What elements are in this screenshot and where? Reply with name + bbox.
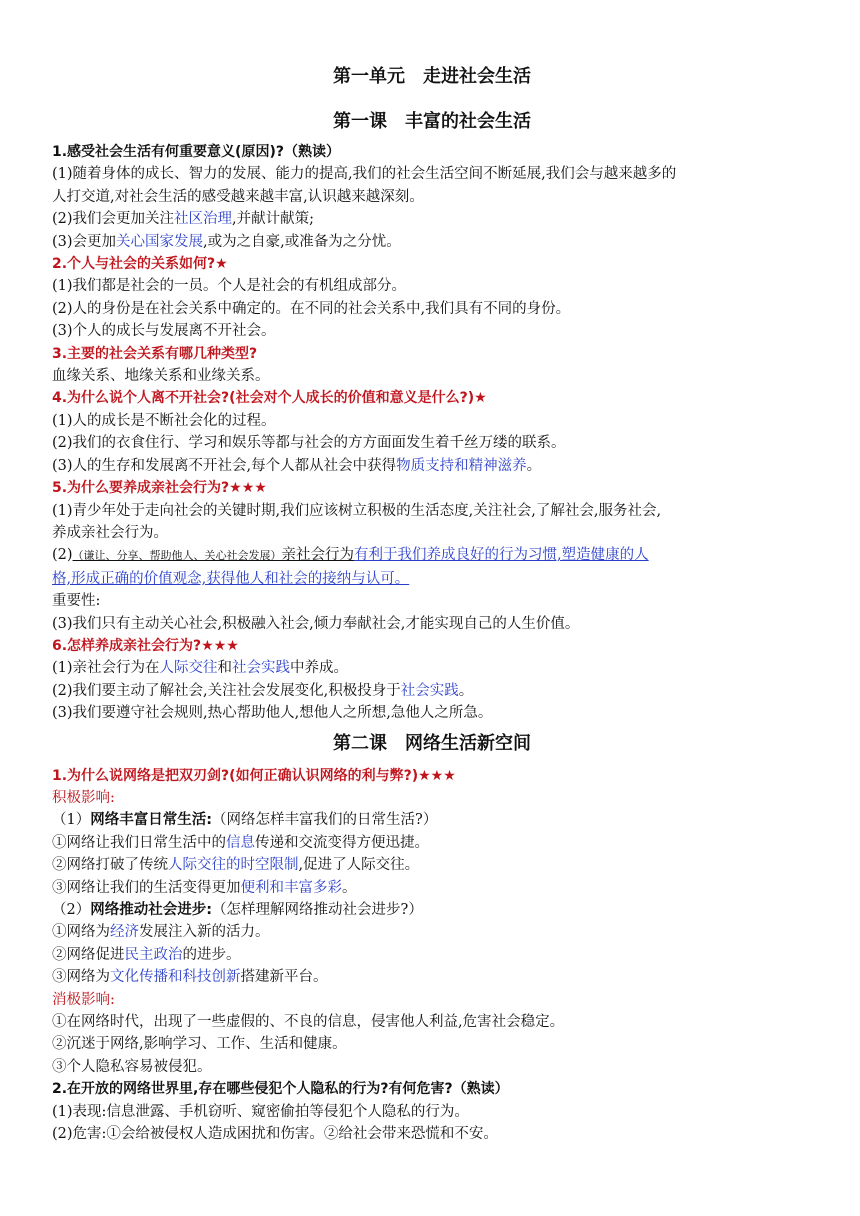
answer-text: (3)会更加 (52, 233, 117, 250)
highlight-text: 关心国家发展 (116, 233, 204, 250)
subtopic-label: 网络推动社会进步: (90, 902, 213, 918)
negative-impact-label: 消极影响: (52, 991, 115, 1008)
answer-line: (2)危害:①会给被侵权人造成困扰和伤害。②给社会带来恐慌和不安。 (52, 1126, 498, 1143)
positive-impact-label: 积极影响: (52, 789, 115, 806)
answer-line (52, 966, 812, 988)
lesson-1-title: 第一课 丰富的社会生活 (333, 111, 531, 132)
answer-line (52, 231, 812, 253)
question-heading: 1.为什么说网络是把双刃剑?(如何正确认识网络的利与弊?)★★★ (52, 767, 456, 784)
answer-text: （网络怎样丰富我们的日常生活?） (212, 812, 438, 829)
answer-text: 亲社会行为 (281, 547, 355, 564)
answer-line (52, 680, 812, 702)
answer-line: 人打交道,对社会生活的感受越来越丰富,认识越来越深刻。 (52, 188, 424, 205)
answer-text: 。 (342, 879, 357, 896)
answer-line (52, 899, 812, 921)
answer-text: ,促进了人际交往。 (298, 857, 420, 874)
bracket-note: （谦让、分享、帮助他人、关心社会发展） (72, 549, 282, 563)
answer-line: ①在网络时代，出现了一些虚假的、不良的信息，侵害他人利益,危害社会稳定。 (52, 1014, 565, 1031)
answer-line: (1)随着身体的成长、智力的发展、能力的提高,我们的社会生活空间不断延展,我们会与越来越多的 (52, 166, 677, 183)
answer-text: (2)我们要主动了解社会,关注社会发展变化,积极投身于 (52, 682, 401, 699)
highlight-text: 经济 (110, 924, 139, 941)
answer-text: （怎样理解网络推动社会进步?） (212, 902, 423, 918)
highlight-text: 社会实践 (400, 682, 459, 699)
highlight-text: 信息 (226, 834, 255, 851)
answer-text: （1） (52, 812, 91, 829)
question-heading: 2.在开放的网络世界里,存在哪些侵犯个人隐私的行为?有何危害?（熟读） (52, 1081, 509, 1098)
document (52, 60, 812, 1145)
answer-line: (3)个人的成长与发展离不开社会。 (52, 323, 276, 340)
answer-text: 发展注入新的活力。 (139, 924, 270, 941)
highlight-text: 文化传播和科技创新 (110, 969, 241, 986)
answer-text: 和 (217, 660, 233, 677)
highlight-text: 社区治理 (174, 211, 233, 228)
answer-line (52, 877, 812, 899)
highlight-text: 民主政治 (124, 946, 183, 963)
answer-line (52, 809, 812, 831)
answer-text: 中养成。 (290, 660, 349, 677)
answer-line (52, 854, 812, 876)
answer-text: 。 (458, 682, 474, 699)
answer-text: ②网络促进 (52, 946, 125, 963)
answer-line: (1)表现:信息泄露、手机窃听、窥密偷拍等侵犯个人隐私的行为。 (52, 1103, 469, 1120)
answer-text: (3)人的生存和发展离不开社会,每个人都从社会中获得 (52, 457, 397, 474)
question-heading: 2.个人与社会的关系如何?★ (52, 256, 228, 273)
answer-text: （2） (52, 902, 91, 918)
highlight-text: 社会实践 (232, 660, 291, 677)
answer-line: (1)青少年处于走向社会的关键时期,我们应该树立积极的生活态度,关注社会,了解社会,服务社会, (52, 502, 662, 519)
answer-text: (2) (52, 547, 73, 564)
answer-text: ③网络为 (52, 969, 110, 986)
answer-text: (2)我们会更加关注 (52, 211, 175, 228)
answer-line: ②沉迷于网络,影响学习、工作、生活和健康。 (52, 1036, 347, 1053)
answer-text: 的进步。 (182, 946, 241, 963)
highlight-text: 人际交往的时空限制 (168, 857, 299, 874)
answer-line (52, 568, 812, 590)
answer-text: (1)亲社会行为在 (52, 660, 160, 677)
answer-text: 搭建新平台。 (240, 969, 328, 986)
answer-line: 养成亲社会行为。 (52, 524, 168, 541)
highlight-text: 物质支持和精神滋养 (396, 457, 527, 474)
question-heading: 1.感受社会生活有何重要意义(原因)?（熟读） (52, 144, 340, 160)
answer-line: (1)我们都是社会的一员。个人是社会的有机组成部分。 (52, 278, 407, 295)
answer-line: (3)我们要遵守社会规则,热心帮助他人,想他人之所想,急他人之所急。 (52, 705, 493, 722)
answer-line (52, 455, 812, 477)
answer-line: (1)人的成长是不断社会化的过程。 (52, 412, 276, 429)
answer-line (52, 657, 812, 679)
subtopic-label: 网络丰富日常生活: (90, 812, 213, 829)
highlight-text: 格,形成正确的价值观念,获得他人和社会的接纳与认可。 (52, 570, 410, 587)
unit-title: 第一单元 走进社会生活 (333, 66, 531, 87)
answer-line (52, 921, 812, 943)
lesson-1 (52, 105, 812, 725)
answer-line (52, 944, 812, 966)
answer-line: (2)我们的衣食住行、学习和娱乐等都与社会的方方面面发生着千丝万缕的联系。 (52, 435, 566, 452)
question-heading: 4.为什么说个人离不开社会?(社会对个人成长的价值和意义是什么?)★ (52, 390, 487, 407)
answer-text: ,或为之自豪,或准备为之分忧。 (203, 233, 401, 250)
question-heading: 5.为什么要养成亲社会行为?★★★ (52, 480, 267, 497)
answer-line (52, 544, 812, 567)
answer-text: ②网络打破了传统 (52, 857, 168, 874)
answer-line (52, 832, 812, 854)
answer-line (52, 208, 812, 230)
answer-text: ,并献计献策; (232, 211, 315, 228)
highlight-text: 有利于我们养成良好的行为习惯,塑造健康的人 (354, 547, 649, 564)
answer-line: ③个人隐私容易被侵犯。 (52, 1058, 212, 1075)
question-heading: 6.怎样养成亲社会行为?★★★ (52, 637, 239, 654)
answer-line: (3)我们只有主动关心社会,积极融入社会,倾力奉献社会,才能实现自己的人生价值。 (52, 615, 580, 632)
highlight-text: 人际交往 (159, 660, 218, 677)
answer-text: 。 (526, 457, 542, 474)
lesson-2 (52, 727, 812, 1146)
answer-text: ①网络为 (52, 924, 110, 941)
lesson-2-title: 第二课 网络生活新空间 (333, 732, 531, 754)
highlight-text: 便利和丰富多彩 (240, 879, 342, 896)
answer-line: (2)人的身份是在社会关系中确定的。在不同的社会关系中,我们具有不同的身份。 (52, 300, 571, 317)
question-heading: 3.主要的社会关系有哪几种类型? (52, 345, 258, 362)
answer-text: ③网络让我们的生活变得更加 (52, 879, 241, 896)
label-importance: 重要性: (52, 593, 101, 610)
answer-text: 传递和交流变得方便迅捷。 (255, 834, 429, 851)
answer-line: 血缘关系、地缘关系和业缘关系。 (52, 368, 270, 385)
answer-text: ①网络让我们日常生活中的 (52, 834, 226, 851)
